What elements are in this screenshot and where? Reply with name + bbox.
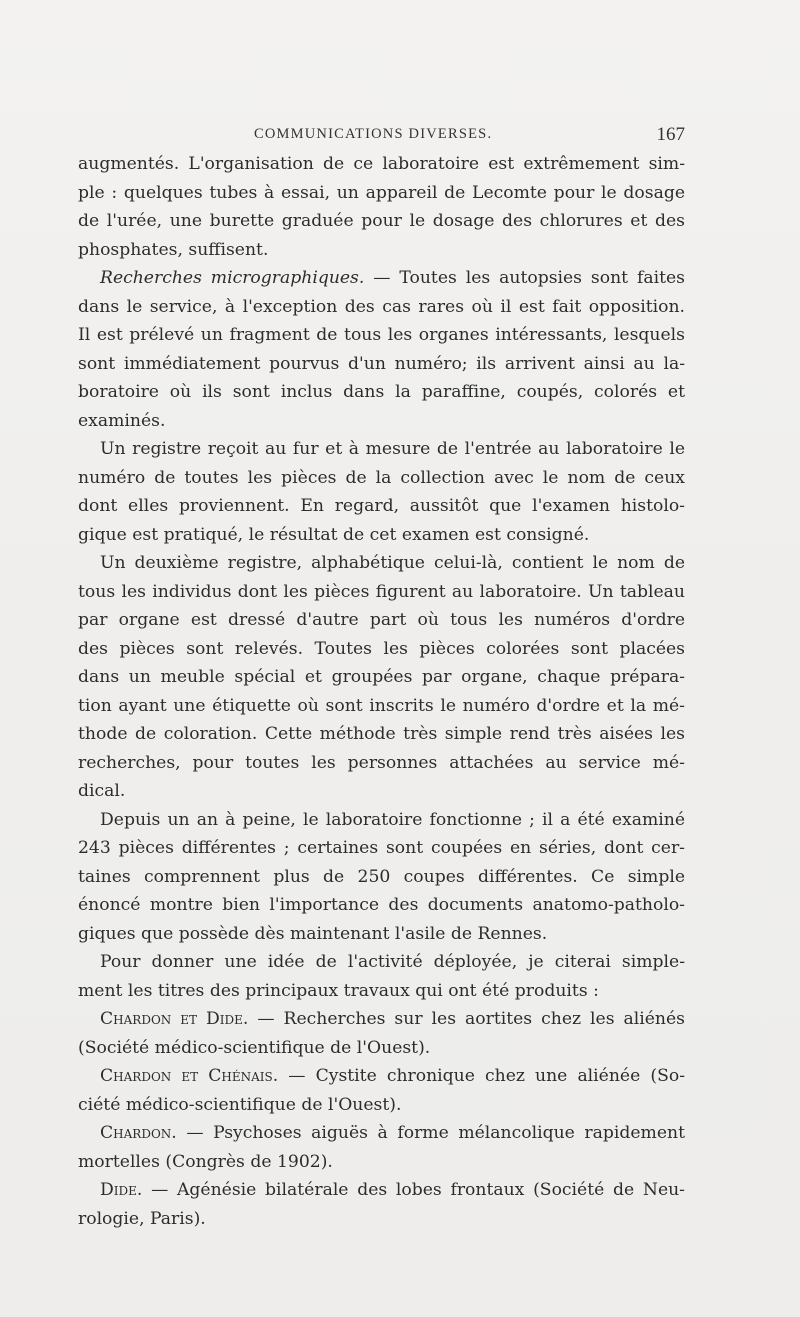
text-line: de l'urée, une burette graduée pour le dosage des chlorures et des <box>78 211 685 231</box>
citation-title: — Cystite chronique chez une aliénée (So- <box>278 1066 685 1086</box>
text-line: thode de coloration. Cette méthode très simple rend très aisées les <box>78 724 685 744</box>
text-line: dical. <box>78 781 126 801</box>
author-names: Chardon et Dide. <box>100 1009 249 1029</box>
text-line <box>78 264 685 293</box>
body-text <box>78 150 685 1233</box>
text-line: phosphates, suffisent. <box>78 239 269 260</box>
running-head: COMMUNICATIONS DIVERSES. <box>254 126 493 142</box>
text-line: énoncé montre bien l'importance des documents anatomo-patholo- <box>78 895 685 915</box>
text-line: recherches, pour toutes les personnes attachées au service mé- <box>78 752 685 773</box>
text-line: (Société médico-scientifique de l'Ouest). <box>78 1037 431 1058</box>
text-line: sont immédiatement pourvus d'un numéro; ils arrivent ainsi au la- <box>78 353 685 374</box>
citation-title: — Recherches sur les aortites chez les aliénés <box>248 1009 685 1029</box>
text-fragment: — Toutes les autopsies sont faites <box>364 268 685 288</box>
text-line: augmentés. L'organisation de ce laboratoire est extrêmement sim- <box>78 154 685 174</box>
text-line: dans un meuble spécial et groupées par organe, chaque prépara- <box>78 667 685 687</box>
text-line: mortelles (Congrès de 1902). <box>78 1151 333 1172</box>
citation-line <box>78 1176 685 1205</box>
text-line: 243 pièces différentes ; certaines sont coupées en séries, dont cer- <box>78 838 685 858</box>
text-line: examinés. <box>78 410 166 431</box>
citation-line <box>78 1062 685 1091</box>
text-line: dont elles proviennent. En regard, aussitôt que l'examen histolo- <box>78 496 685 516</box>
text-line: giques que possède dès maintenant l'asile de Rennes. <box>78 923 548 944</box>
text-line: tous les individus dont les pièces figurent au laboratoire. Un tableau <box>78 581 685 602</box>
text-line: par organe est dressé d'autre part où tous les numéros d'ordre <box>78 610 685 630</box>
author-names: Dide. <box>100 1180 143 1200</box>
page-header <box>78 124 685 150</box>
text-line: Pour donner une idée de l'activité déployée, je citerai simple- <box>100 952 685 972</box>
author-names: Chardon. <box>100 1123 177 1143</box>
citation-line <box>78 1005 685 1034</box>
citation-title: — Psychoses aiguës à forme mélancolique rapidement <box>176 1123 685 1143</box>
citation-title: — Agénésie bilatérale des lobes frontaux (Société de Neu- <box>142 1180 685 1200</box>
text-line: numéro de toutes les pièces de la collection avec le nom de ceux <box>78 467 685 488</box>
text-line: Depuis un an à peine, le laboratoire fonctionne ; il a été examiné <box>100 809 685 830</box>
text-line: boratoire où ils sont inclus dans la paraffine, coupés, colorés et <box>78 382 685 402</box>
author-names: Chardon et Chénais. <box>100 1066 279 1086</box>
text-line: rologie, Paris). <box>78 1208 206 1229</box>
text-line: gique est pratiqué, le résultat de cet examen est consigné. <box>78 524 590 545</box>
text-line: ple : quelques tubes à essai, un appareil de Lecomte pour le dosage <box>78 182 685 203</box>
citation-line <box>78 1119 685 1148</box>
text-line: taines comprennent plus de 250 coupes différentes. Ce simple <box>78 866 685 887</box>
text-line: Un deuxième registre, alphabétique celui-là, contient le nom de <box>100 553 685 573</box>
text-line: des pièces sont relevés. Toutes les pièces colorées sont placées <box>78 638 685 659</box>
text-line: dans le service, à l'exception des cas rares où il est fait opposition. <box>78 296 685 317</box>
text-line: ment les titres des principaux travaux qui ont été produits : <box>78 980 599 1001</box>
text-line: Il est prélevé un fragment de tous les organes intéressants, lesquels <box>78 325 685 345</box>
section-heading: Recherches micrographiques. <box>100 268 365 288</box>
page-number: 167 <box>656 124 685 145</box>
text-line: Un registre reçoit au fur et à mesure de l'entrée au laboratoire le <box>100 439 685 459</box>
text-line: ciété médico-scientifique de l'Ouest). <box>78 1094 402 1115</box>
text-line: tion ayant une étiquette où sont inscrits le numéro d'ordre et la mé- <box>78 695 685 716</box>
